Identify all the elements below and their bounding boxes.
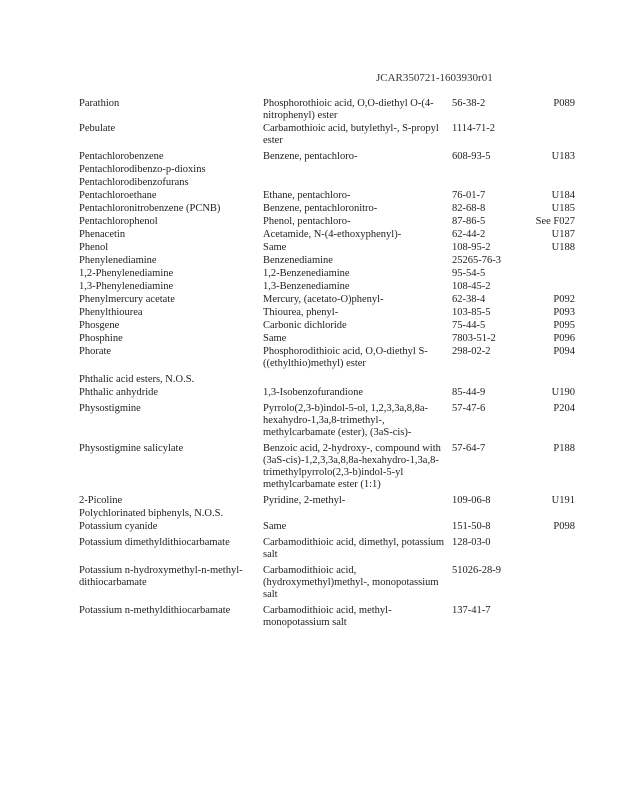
chemical-abstracts-name: Thiourea, phenyl- <box>263 307 339 318</box>
chemical-abstracts-name: Benzene, pentachloro- <box>263 151 358 162</box>
table-row <box>79 229 575 242</box>
table-row <box>79 537 575 565</box>
table-row <box>79 333 575 346</box>
chemical-abstracts-name: Pyrrolo(2,3-b)indol-5-ol, 1,2,3,3a,8,8a-hexahydro-1,3a,8-trimethyl-, methylcarbamate (ester), (3aS-cis)- <box>263 403 429 438</box>
table-row <box>79 242 575 255</box>
hazardous-waste-code: U187 <box>551 229 575 240</box>
constituent-name: 2-Picoline <box>79 495 123 506</box>
cas-number: 298-02-2 <box>452 346 491 357</box>
chemical-abstracts-name: 1,3-Benzenediamine <box>263 281 350 292</box>
chemical-abstracts-name: 1,3-Isobenzofurandione <box>263 387 364 398</box>
table-row <box>79 508 575 521</box>
chemical-abstracts-name: Carbamodithioic acid, methyl-monopotassium salt <box>263 605 392 628</box>
cas-number: 85-44-9 <box>452 387 486 398</box>
cas-number <box>452 164 524 177</box>
chemical-abstracts-name: Phosphorothioic acid, O,O-diethyl O-(4-nitrophenyl) ester <box>263 98 434 121</box>
table-row <box>79 123 575 151</box>
hazardous-waste-code: U183 <box>551 151 575 162</box>
cas-number: 7803-51-2 <box>452 333 496 344</box>
chemical-abstracts-name: Carbonic dichloride <box>263 320 347 331</box>
constituent-name: Pentachlorodibenzofurans <box>79 177 189 188</box>
hazardous-waste-code <box>524 565 575 605</box>
hazardous-waste-code: P098 <box>553 521 575 532</box>
constituent-name: Pentachlorodibenzo-p-dioxins <box>79 164 206 175</box>
hazardous-waste-code: U188 <box>551 242 575 253</box>
chemical-abstracts-name: Benzoic acid, 2-hydroxy-, compound with (3aS-cis)-1,2,3,3a,8,8a-hexahydro-1,3a,8-trimethylpyrrolo(2,3-b)indol-5-yl methylcarbamate ester (1:1) <box>263 443 441 490</box>
hazardous-waste-code: U185 <box>551 203 575 214</box>
table-row <box>79 307 575 320</box>
document-id: JCAR350721-1603930r01 <box>376 72 493 84</box>
chemical-abstracts-name: Same <box>263 521 287 532</box>
chemical-abstracts-name: Acetamide, N-(4-ethoxyphenyl)- <box>263 229 402 240</box>
cas-number: 87-86-5 <box>452 216 486 227</box>
chemical-abstracts-name: Phenol, pentachloro- <box>263 216 351 227</box>
chemical-abstracts-name: Same <box>263 242 287 253</box>
hazardous-waste-code: P096 <box>553 333 575 344</box>
cas-number: 75-44-5 <box>452 320 486 331</box>
chemical-abstracts-name: Ethane, pentachloro- <box>263 190 351 201</box>
table-row <box>79 403 575 443</box>
cas-number: 109-06-8 <box>452 495 491 506</box>
cas-number: 108-45-2 <box>452 281 491 292</box>
table-row <box>79 151 575 164</box>
cas-number: 51026-28-9 <box>452 565 501 576</box>
constituent-name: Phorate <box>79 346 112 357</box>
cas-number <box>452 508 524 521</box>
chemical-abstracts-name: Carbamodithioic acid, dimethyl, potassium salt <box>263 537 445 560</box>
constituent-name: Potassium cyanide <box>79 521 158 532</box>
constituent-name: Phthalic acid esters, N.O.S. <box>79 374 195 385</box>
hazardous-waste-code <box>524 255 575 268</box>
table-row <box>79 255 575 268</box>
cas-number: 25265-76-3 <box>452 255 501 266</box>
cas-number: 1114-71-2 <box>452 123 495 134</box>
chemical-abstracts-name: Benzene, pentachloronitro- <box>263 203 378 214</box>
constituent-name: 1,2-Phenylenediamine <box>79 268 174 279</box>
hazardous-waste-code <box>524 177 575 190</box>
chemical-abstracts-name: Mercury, (acetato-O)phenyl- <box>263 294 384 305</box>
cas-number: 108-95-2 <box>452 242 491 253</box>
table-row <box>79 216 575 229</box>
hazardous-waste-code: P089 <box>553 98 575 109</box>
constituent-name: Polychlorinated biphenyls, N.O.S. <box>79 508 224 519</box>
cas-number: 57-47-6 <box>452 403 486 414</box>
hazardous-waste-code: P095 <box>553 320 575 331</box>
constituent-name: Potassium n-hydroxymethyl-n-methyl-dithiocarbamate <box>79 565 243 588</box>
cas-number <box>452 177 524 190</box>
hazardous-waste-code <box>524 281 575 294</box>
hazardous-waste-code <box>524 374 575 387</box>
chemical-abstracts-name: Same <box>263 333 287 344</box>
chemical-abstracts-name <box>263 177 452 190</box>
constituent-name: Pentachlorophenol <box>79 216 158 227</box>
hazardous-waste-code: U190 <box>551 387 575 398</box>
hazardous-waste-code: P094 <box>553 346 575 357</box>
hazardous-waste-code: U191 <box>551 495 575 506</box>
constituent-name: Phenylthiourea <box>79 307 143 318</box>
constituent-name: Physostigmine salicylate <box>79 443 184 454</box>
cas-number: 82-68-8 <box>452 203 486 214</box>
table-row <box>79 164 575 177</box>
chemical-abstracts-name: Phosphorodithioic acid, O,O-diethyl S-((ethylthio)methyl) ester <box>263 346 428 369</box>
constituent-name: Phosgene <box>79 320 120 331</box>
cas-number: 76-01-7 <box>452 190 486 201</box>
table-row <box>79 374 575 387</box>
table-row <box>79 177 575 190</box>
chemical-abstracts-name: Benzenediamine <box>263 255 333 266</box>
cas-number: 151-50-8 <box>452 521 491 532</box>
table-row <box>79 268 575 281</box>
constituent-name: Potassium dimethyldithiocarbamate <box>79 537 230 548</box>
table-row <box>79 346 575 374</box>
constituent-name: Pentachloroethane <box>79 190 157 201</box>
constituent-name: Phosphine <box>79 333 123 344</box>
chemical-abstracts-name <box>263 374 452 387</box>
cas-number <box>452 374 524 387</box>
cas-number: 95-54-5 <box>452 268 486 279</box>
hazardous-waste-code: See F027 <box>535 216 575 227</box>
cas-number: 57-64-7 <box>452 443 486 454</box>
constituent-name: Pentachlorobenzene <box>79 151 164 162</box>
hazardous-waste-code <box>524 164 575 177</box>
hazardous-waste-code: U184 <box>551 190 575 201</box>
hazardous-waste-code <box>524 508 575 521</box>
hazardous-waste-code <box>524 537 575 565</box>
cas-number: 62-44-2 <box>452 229 486 240</box>
chemical-abstracts-name: Carbamothioic acid, butylethyl-, S-propyl ester <box>263 123 439 146</box>
hazardous-waste-code: P204 <box>553 403 575 414</box>
hazardous-waste-code: P093 <box>553 307 575 318</box>
chemical-abstracts-name: 1,2-Benzenediamine <box>263 268 350 279</box>
cas-number: 103-85-5 <box>452 307 491 318</box>
hazardous-waste-code: P092 <box>553 294 575 305</box>
cas-number: 137-41-7 <box>452 605 491 616</box>
cas-number: 608-93-5 <box>452 151 491 162</box>
hazardous-waste-code <box>524 123 575 151</box>
table-row <box>79 281 575 294</box>
table-row <box>79 387 575 403</box>
table-row <box>79 495 575 508</box>
table-row <box>79 605 575 630</box>
cas-number: 128-03-0 <box>452 537 491 548</box>
table-row <box>79 565 575 605</box>
chemical-abstracts-name: Pyridine, 2-methyl- <box>263 495 346 506</box>
table-row <box>79 190 575 203</box>
constituent-name: Pebulate <box>79 123 116 134</box>
constituent-name: Potassium n-methyldithiocarbamate <box>79 605 231 616</box>
constituent-name: Phenacetin <box>79 229 126 240</box>
constituent-name: Phthalic anhydride <box>79 387 159 398</box>
hazardous-waste-code <box>524 605 575 630</box>
hazardous-waste-code <box>524 268 575 281</box>
table-row <box>79 320 575 333</box>
chemical-abstracts-name <box>263 164 452 177</box>
constituent-name: Parathion <box>79 98 120 109</box>
constituent-name: Pentachloronitrobenzene (PCNB) <box>79 203 221 214</box>
table-row <box>79 521 575 537</box>
constituent-name: Physostigmine <box>79 403 141 414</box>
cas-number: 62-38-4 <box>452 294 486 305</box>
table-row <box>79 294 575 307</box>
table-row <box>79 98 575 123</box>
hazardous-waste-code: P188 <box>553 443 575 454</box>
cas-number: 56-38-2 <box>452 98 486 109</box>
table-row <box>79 443 575 495</box>
chemical-abstracts-name <box>263 508 452 521</box>
hazardous-constituents-table <box>79 98 575 630</box>
table-row <box>79 203 575 216</box>
constituent-name: Phenylenediamine <box>79 255 157 266</box>
constituent-name: Phenol <box>79 242 109 253</box>
chemical-abstracts-name: Carbamodithioic acid, (hydroxymethyl)methyl-, monopotassium salt <box>263 565 439 600</box>
constituent-name: 1,3-Phenylenediamine <box>79 281 174 292</box>
constituent-name: Phenylmercury acetate <box>79 294 175 305</box>
